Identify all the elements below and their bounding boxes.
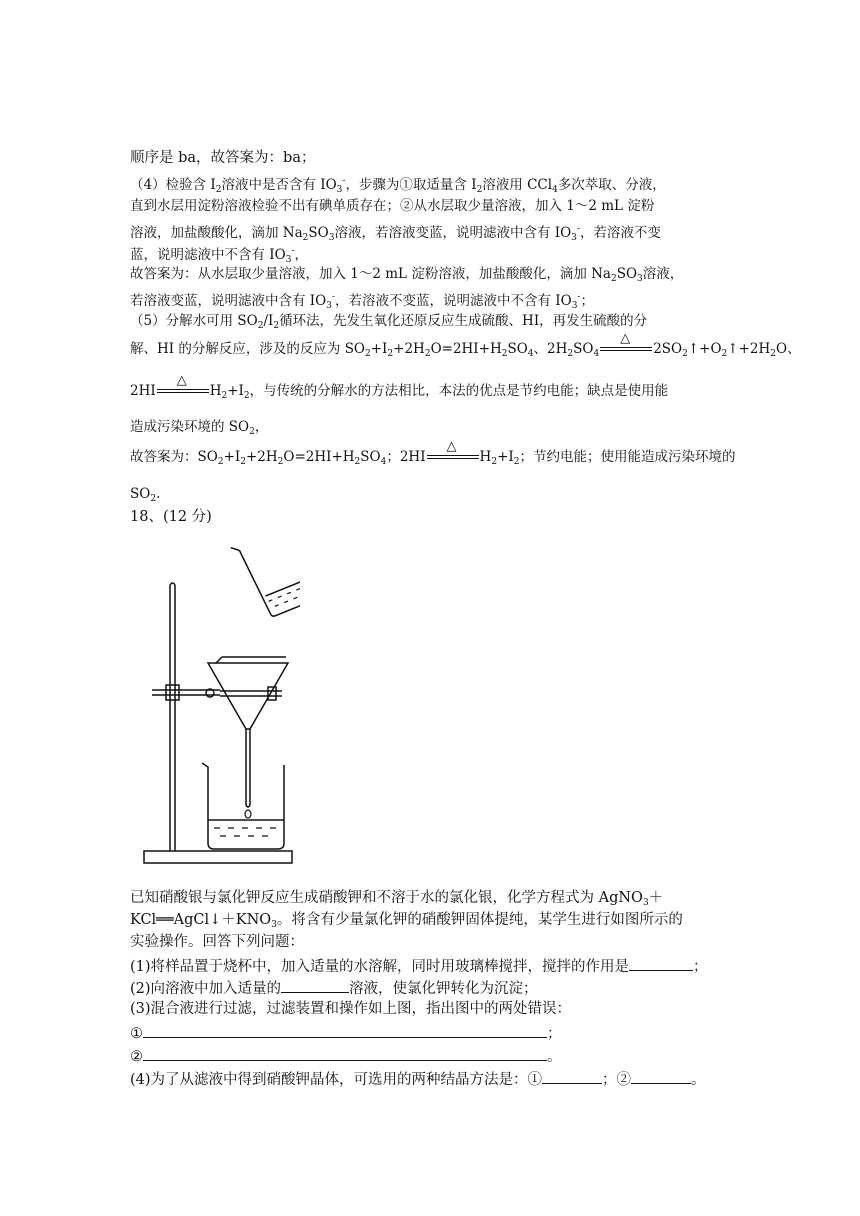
heating-condition-sign: △ [427, 452, 479, 464]
question-3: (3)混合液进行过滤，过滤装置和操作如上图，指出图中的两处错误： [130, 1001, 572, 1017]
text-line: 若溶液变蓝，说明滤液中含有 $IO_3^-$，若溶液不变蓝，说明滤液中不含有 $IO_3^-$； [130, 292, 594, 311]
answer-blank[interactable] [143, 1022, 547, 1038]
answer-blank[interactable] [631, 1068, 691, 1084]
text-line: 蓝，说明滤液中不含有 $IO_3^-$， [130, 246, 308, 265]
text-line: $SO_2$. [130, 486, 161, 504]
heating-condition-sign: △ [600, 344, 652, 356]
funnel [208, 657, 288, 818]
text-line: 故答案为：从水层取少量溶液，加入 1～2 mL 淀粉溶液，加盐酸酸化，滴加 $Na_2SO_3$溶液， [130, 266, 684, 284]
question-1: (1)将样品置于烧杯中，加入适量的水溶解，同时用玻璃棒搅拌，搅拌的作用是 ； [130, 955, 708, 977]
text-line: 溶液，加盐酸酸化，滴加 $Na_2SO_3$溶液，若溶液变蓝，说明滤液中含有 $IO_3^-$，若溶液不变 [130, 224, 661, 243]
ring-clamp [152, 685, 282, 700]
text-line: 实验操作。回答下列问题： [130, 934, 304, 950]
answer-blank[interactable] [629, 955, 693, 971]
question-4: (4)为了从滤液中得到硝酸钾晶体，可选用的两种结晶方法是：① ；② 。 [130, 1068, 706, 1090]
pouring-beaker [231, 535, 300, 622]
stand-base [144, 851, 292, 863]
heating-condition-sign: △ [157, 386, 209, 398]
filtration-apparatus-figure [140, 535, 300, 875]
question-3-answer-1: ① ； [130, 1022, 562, 1044]
text-line: （5）分解水可用 $SO_2/I_2$循环法，先发生氧化还原反应生成硫酸、HI，再发生硫酸的分 [130, 313, 648, 331]
question-number: 18、(12 分) [130, 509, 212, 525]
text-line: 2HI △ $H_2+I_2$，与传统的分解水的方法相比，本法的优点是节约电能；缺点是使用能 [130, 372, 669, 401]
text-line: 直到水层用淀粉溶液检验不出有碘单质存在；②从水层取少量溶液，加入 1～2 mL 淀粉 [130, 198, 655, 214]
text-line: $KCl══AgCl↓+KNO_3$。将含有少量氯化钾的硝酸钾固体提纯，某学生进行如图所示的 [130, 912, 683, 930]
text-line: 造成污染环境的 $SO_2$， [130, 419, 269, 437]
text-line: 已知硝酸银与氯化钾反应生成硝酸钾和不溶于水的氯化银，化学方程式为 AgNO$_3$＋ [130, 890, 664, 908]
text-line: 顺序是 ba，故答案为：ba； [130, 150, 316, 166]
answer-blank[interactable] [542, 1068, 602, 1084]
answer-blank[interactable] [281, 977, 349, 993]
answer-blank[interactable] [143, 1045, 547, 1061]
text-line: 解、HI 的分解反应，涉及的反应为 $SO_2+I_2+2H_2O=2HI+H_2SO_4$、$2H_2SO_4$ △ $2SO_2↑+O_2↑+2H_2O$、 [130, 330, 801, 359]
receiving-beaker [202, 763, 284, 849]
question-3-answer-2: ② 。 [130, 1045, 562, 1067]
question-2: (2)向溶液中加入适量的 溶液，使氯化钾转化为沉淀； [130, 977, 538, 999]
text-line: 故答案为：$SO_2+I_2+2H_2O=2HI+H_2SO_4$；2HI △ $H_2+I_2$；节约电能；使用能造成污染环境的 [130, 438, 736, 467]
text-line: （4）检验含 $I_2$溶液中是否含有 $IO_3^-$，步骤为①取适量含 $I_2$溶液用 CCl$_4$多次萃取、分液， [130, 176, 666, 195]
